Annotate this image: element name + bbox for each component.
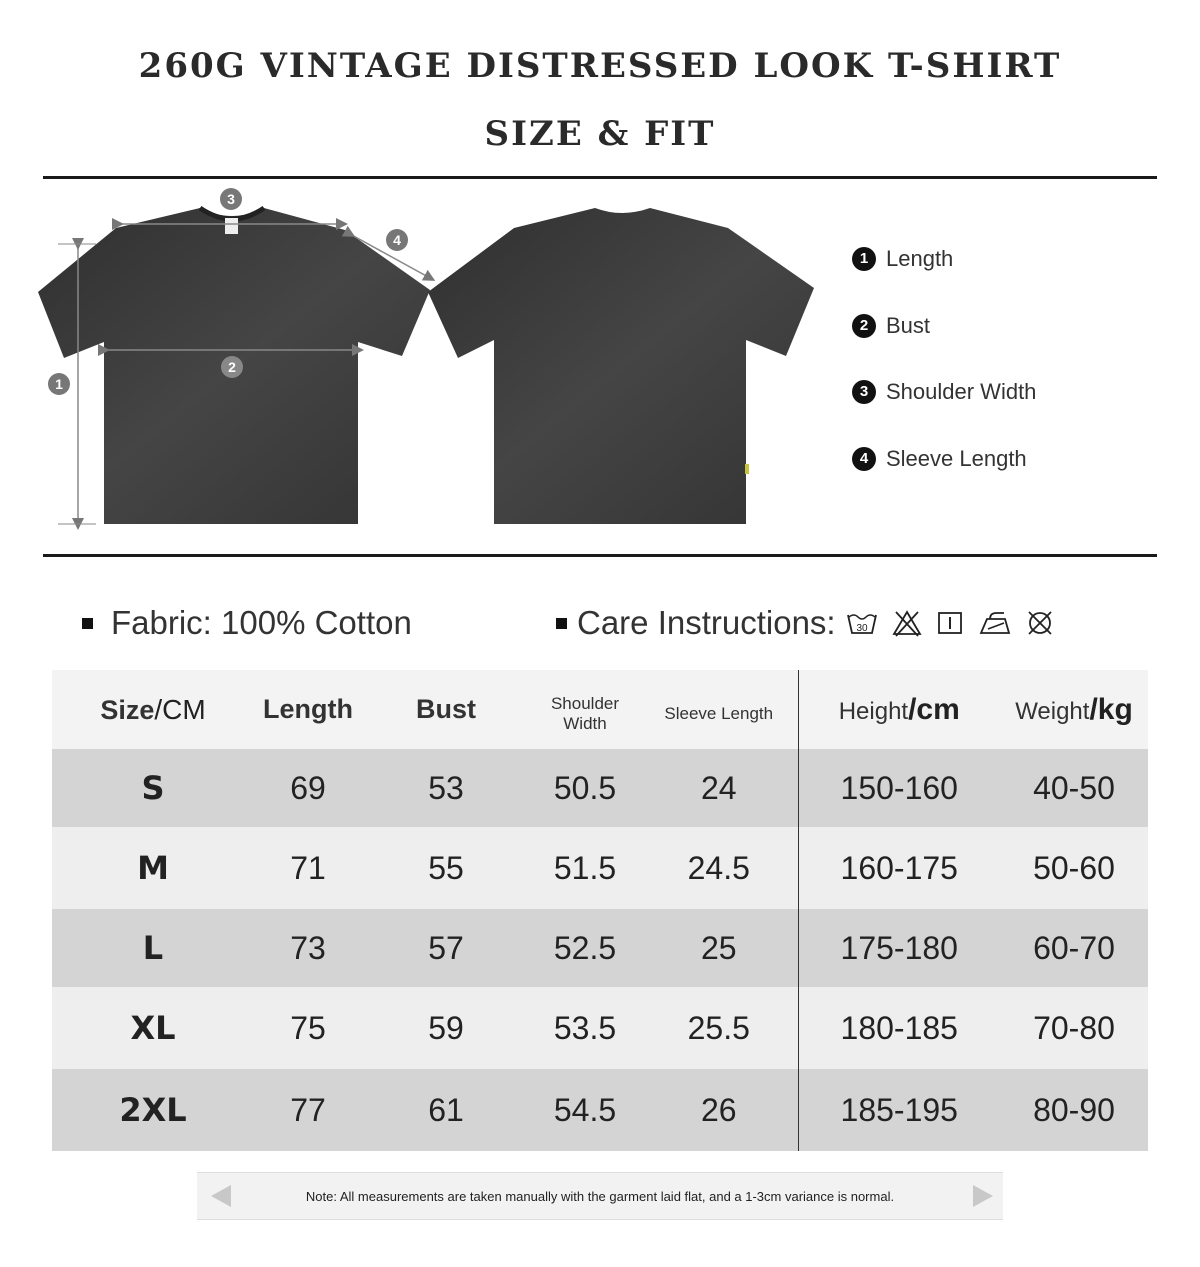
cell-height: 185-195 <box>798 1069 1000 1151</box>
back-tshirt-icon <box>428 208 814 524</box>
tshirt-diagram <box>0 180 840 550</box>
cell-bust: 57 <box>362 909 530 987</box>
cell-shoulder: 53.5 <box>530 987 640 1069</box>
measurement-note <box>197 1172 1003 1220</box>
marker-4-icon <box>386 229 408 251</box>
cell-bust: 59 <box>362 987 530 1069</box>
cell-sleeve: 25.5 <box>640 987 798 1069</box>
fabric-info <box>82 604 412 642</box>
svg-text:3: 3 <box>227 191 235 207</box>
cell-sleeve: 24 <box>640 749 798 827</box>
header-height: Height/cm <box>798 670 1000 749</box>
cell-shoulder: 52.5 <box>530 909 640 987</box>
cell-height: 160-175 <box>798 827 1000 909</box>
cell-shoulder: 50.5 <box>530 749 640 827</box>
cell-height: 150-160 <box>798 749 1000 827</box>
header-length: Length <box>254 670 362 749</box>
table-row <box>52 987 1148 1069</box>
marker-3-icon <box>220 188 242 210</box>
top-divider <box>43 176 1157 179</box>
header-sleeve: Sleeve Length <box>640 670 798 749</box>
table-row <box>52 827 1148 909</box>
cell-size: L <box>52 909 254 987</box>
legend-bust <box>852 313 930 339</box>
legend-shoulder <box>852 379 1036 405</box>
middle-divider <box>43 554 1157 557</box>
cell-weight: 70-80 <box>1000 987 1148 1069</box>
marker-2-icon <box>221 356 243 378</box>
header-weight: Weight/kg <box>1000 670 1148 749</box>
arrow-left-icon <box>211 1185 231 1207</box>
cell-weight: 80-90 <box>1000 1069 1148 1151</box>
page-title: 260G VINTAGE DISTRESSED LOOK T-SHIRT <box>138 46 1062 86</box>
svg-text:4: 4 <box>393 232 401 248</box>
header-size: Size/CM <box>52 670 254 749</box>
table-row <box>52 909 1148 987</box>
cell-weight: 60-70 <box>1000 909 1148 987</box>
page-subtitle: SIZE & FIT <box>484 114 716 154</box>
legend-sleeve <box>852 446 1027 472</box>
cell-size: 2XL <box>52 1069 254 1151</box>
number-2-icon: 2 <box>852 314 876 338</box>
svg-text:2: 2 <box>228 359 236 375</box>
cell-length: 69 <box>254 749 362 827</box>
cell-height: 175-180 <box>798 909 1000 987</box>
cell-sleeve: 25 <box>640 909 798 987</box>
cell-shoulder: 54.5 <box>530 1069 640 1151</box>
cell-height: 180-185 <box>798 987 1000 1069</box>
legend-label: Bust <box>886 313 931 338</box>
marker-1-icon <box>48 373 70 395</box>
neck-label <box>225 218 238 234</box>
table-header-row <box>52 670 1148 749</box>
cell-length: 75 <box>254 987 362 1069</box>
cell-length: 73 <box>254 909 362 987</box>
care-label: Care Instructions: <box>577 604 836 641</box>
cell-bust: 55 <box>362 827 530 909</box>
cell-sleeve: 24.5 <box>640 827 798 909</box>
wash-30-icon <box>846 609 878 637</box>
cell-sleeve: 26 <box>640 1069 798 1151</box>
number-4-icon: 4 <box>852 447 876 471</box>
header-shoulder: Shoulder Width <box>530 670 640 749</box>
cell-length: 77 <box>254 1069 362 1151</box>
legend-length <box>852 246 953 272</box>
table-row <box>52 1069 1148 1151</box>
svg-text:30: 30 <box>856 623 868 634</box>
no-dryclean-icon <box>1026 609 1054 637</box>
cell-weight: 50-60 <box>1000 827 1148 909</box>
number-1-icon: 1 <box>852 247 876 271</box>
arrow-right-icon <box>973 1185 993 1207</box>
tumble-dry-icon <box>936 609 964 637</box>
svg-text:1: 1 <box>55 376 63 392</box>
bullet-icon <box>82 618 93 629</box>
cell-bust: 53 <box>362 749 530 827</box>
legend-label: Shoulder Width <box>886 379 1037 404</box>
cell-size: M <box>52 827 254 909</box>
cell-size: XL <box>52 987 254 1069</box>
cell-weight: 40-50 <box>1000 749 1148 827</box>
note-text: Note: All measurements are taken manually with the garment laid flat, and a 1-3cm variance is normal. <box>305 1188 895 1204</box>
iron-icon <box>978 609 1012 637</box>
bullet-icon <box>556 618 567 629</box>
cell-size: S <box>52 749 254 827</box>
legend-label: Length <box>886 246 954 271</box>
table-row <box>52 749 1148 827</box>
number-3-icon: 3 <box>852 380 876 404</box>
no-bleach-icon <box>892 609 922 637</box>
header-bust: Bust <box>362 670 530 749</box>
cell-length: 71 <box>254 827 362 909</box>
fabric-text: Fabric: 100% Cotton <box>111 604 412 641</box>
cell-shoulder: 51.5 <box>530 827 640 909</box>
size-table <box>52 670 1148 1151</box>
legend-label: Sleeve Length <box>886 446 1027 471</box>
cell-bust: 61 <box>362 1069 530 1151</box>
care-info <box>556 604 1054 642</box>
